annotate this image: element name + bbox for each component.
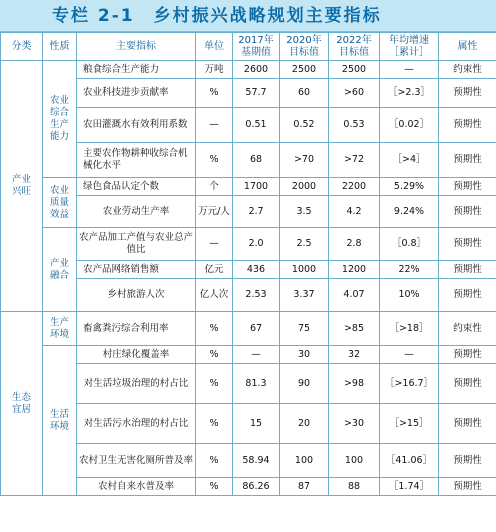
value-attribute: 预期性: [439, 196, 496, 228]
header-2022: 2022年 目标值: [329, 33, 380, 61]
value-2017: 1700: [233, 178, 280, 196]
value-growth: 9.24%: [380, 196, 439, 228]
value-2022: >60: [329, 79, 380, 108]
value-2017: 81.3: [233, 364, 280, 404]
value-2020: 60: [280, 79, 329, 108]
value-attribute: 预期性: [439, 346, 496, 364]
indicator-name: 绿色食品认定个数: [77, 178, 196, 196]
indicator-unit: 万元/人: [196, 196, 233, 228]
indicator-unit: 亿人次: [196, 279, 233, 312]
indicator-name: 农产品网络销售额: [77, 261, 196, 279]
header-category: 分类: [1, 33, 43, 61]
indicator-name: 农业劳动生产率: [77, 196, 196, 228]
value-2022: 2500: [329, 61, 380, 79]
value-2022: 1200: [329, 261, 380, 279]
value-attribute: 预期性: [439, 279, 496, 312]
value-2022: 88: [329, 478, 380, 496]
value-2022: 100: [329, 444, 380, 478]
table-row: [1, 178, 496, 196]
header-2020: 2020年 目标值: [280, 33, 329, 61]
value-2022: >72: [329, 143, 380, 178]
value-attribute: 预期性: [439, 444, 496, 478]
value-2020: 20: [280, 404, 329, 444]
header-quality: 性质: [43, 33, 77, 61]
value-growth: 22%: [380, 261, 439, 279]
value-attribute: 预期性: [439, 261, 496, 279]
indicator-name: 主要农作物耕种收综合机械化水平: [77, 143, 196, 178]
indicator-unit: %: [196, 478, 233, 496]
category-ecology: 生态 宜居: [1, 312, 43, 496]
value-attribute: 约束性: [439, 312, 496, 346]
indicator-unit: %: [196, 312, 233, 346]
value-2022: 2200: [329, 178, 380, 196]
value-2020: 30: [280, 346, 329, 364]
value-growth: ［0.8］: [380, 228, 439, 261]
value-growth: ［>2.3］: [380, 79, 439, 108]
table-row: [1, 228, 496, 261]
value-growth: ［>18］: [380, 312, 439, 346]
value-2022: 0.53: [329, 108, 380, 143]
value-attribute: 预期性: [439, 79, 496, 108]
table-row: [1, 312, 496, 346]
value-2017: 58.94: [233, 444, 280, 478]
value-growth: —: [380, 346, 439, 364]
value-growth: —: [380, 61, 439, 79]
value-2020: 2500: [280, 61, 329, 79]
value-2022: 32: [329, 346, 380, 364]
value-2022: 4.07: [329, 279, 380, 312]
indicator-unit: %: [196, 143, 233, 178]
value-2020: >70: [280, 143, 329, 178]
indicator-unit: 个: [196, 178, 233, 196]
quality-ag-quality: 农业 质量 效益: [43, 178, 77, 228]
indicator-name: 农业科技进步贡献率: [77, 79, 196, 108]
indicator-name: 村庄绿化覆盖率: [77, 346, 196, 364]
value-2017: 2600: [233, 61, 280, 79]
value-2022: >98: [329, 364, 380, 404]
panel-title: 专栏 2-1 乡村振兴战略规划主要指标: [0, 0, 496, 32]
header-indicator: 主要指标: [77, 33, 196, 61]
header-growth: 年均增速 ［累计］: [380, 33, 439, 61]
table-row: [1, 61, 496, 79]
quality-industry-fusion: 产业 融合: [43, 228, 77, 312]
value-2020: 3.37: [280, 279, 329, 312]
header-attribute: 属性: [439, 33, 496, 61]
value-2020: 2.5: [280, 228, 329, 261]
value-2017: 0.51: [233, 108, 280, 143]
value-2017: 2.53: [233, 279, 280, 312]
indicator-unit: —: [196, 108, 233, 143]
indicator-unit: —: [196, 228, 233, 261]
value-attribute: 预期性: [439, 364, 496, 404]
value-2017: —: [233, 346, 280, 364]
category-prosperity: 产业 兴旺: [1, 61, 43, 312]
value-attribute: 预期性: [439, 108, 496, 143]
value-2020: 90: [280, 364, 329, 404]
indicator-unit: %: [196, 404, 233, 444]
value-2017: 436: [233, 261, 280, 279]
quality-production-env: 生产 环境: [43, 312, 77, 346]
value-attribute: 约束性: [439, 61, 496, 79]
indicator-unit: %: [196, 79, 233, 108]
value-2020: 75: [280, 312, 329, 346]
value-2017: 15: [233, 404, 280, 444]
value-2017: 2.7: [233, 196, 280, 228]
value-2017: 57.7: [233, 79, 280, 108]
value-growth: 5.29%: [380, 178, 439, 196]
quality-ag-capacity: 农业 综合 生产 能力: [43, 61, 77, 178]
value-attribute: 预期性: [439, 228, 496, 261]
indicator-unit: 万吨: [196, 61, 233, 79]
indicator-name: 农村自来水普及率: [77, 478, 196, 496]
indicator-name: 对生活污水治理的村占比: [77, 404, 196, 444]
indicator-name: 农村卫生无害化厕所普及率: [77, 444, 196, 478]
indicator-unit: %: [196, 364, 233, 404]
value-2017: 86.26: [233, 478, 280, 496]
value-2022: >85: [329, 312, 380, 346]
value-2017: 67: [233, 312, 280, 346]
value-2022: 4.2: [329, 196, 380, 228]
table-header-row: [1, 33, 496, 61]
value-growth: ［0.02］: [380, 108, 439, 143]
indicator-name: 乡村旅游人次: [77, 279, 196, 312]
indicator-name: 农田灌溉水有效利用系数: [77, 108, 196, 143]
value-2020: 100: [280, 444, 329, 478]
quality-living-env: 生活 环境: [43, 346, 77, 496]
value-growth: ［>16.7］: [380, 364, 439, 404]
value-2020: 87: [280, 478, 329, 496]
value-2017: 2.0: [233, 228, 280, 261]
value-growth: 10%: [380, 279, 439, 312]
indicator-unit: 亿元: [196, 261, 233, 279]
value-attribute: 预期性: [439, 143, 496, 178]
value-2022: >30: [329, 404, 380, 444]
value-2020: 1000: [280, 261, 329, 279]
indicator-unit: %: [196, 444, 233, 478]
header-unit: 单位: [196, 33, 233, 61]
value-attribute: 预期性: [439, 404, 496, 444]
value-attribute: 预期性: [439, 178, 496, 196]
value-growth: ［1.74］: [380, 478, 439, 496]
indicator-name: 农产品加工产值与农业总产值比: [77, 228, 196, 261]
value-2022: 2.8: [329, 228, 380, 261]
indicator-table: [0, 32, 496, 496]
indicator-unit: %: [196, 346, 233, 364]
value-2020: 3.5: [280, 196, 329, 228]
value-growth: ［41.06］: [380, 444, 439, 478]
value-growth: ［>4］: [380, 143, 439, 178]
value-growth: ［>15］: [380, 404, 439, 444]
table-row: [1, 346, 496, 364]
header-2017: 2017年 基期值: [233, 33, 280, 61]
indicator-name: 对生活垃圾治理的村占比: [77, 364, 196, 404]
value-2020: 0.52: [280, 108, 329, 143]
value-2020: 2000: [280, 178, 329, 196]
value-2017: 68: [233, 143, 280, 178]
indicator-name: 畜禽粪污综合利用率: [77, 312, 196, 346]
value-attribute: 预期性: [439, 478, 496, 496]
indicator-name: 粮食综合生产能力: [77, 61, 196, 79]
